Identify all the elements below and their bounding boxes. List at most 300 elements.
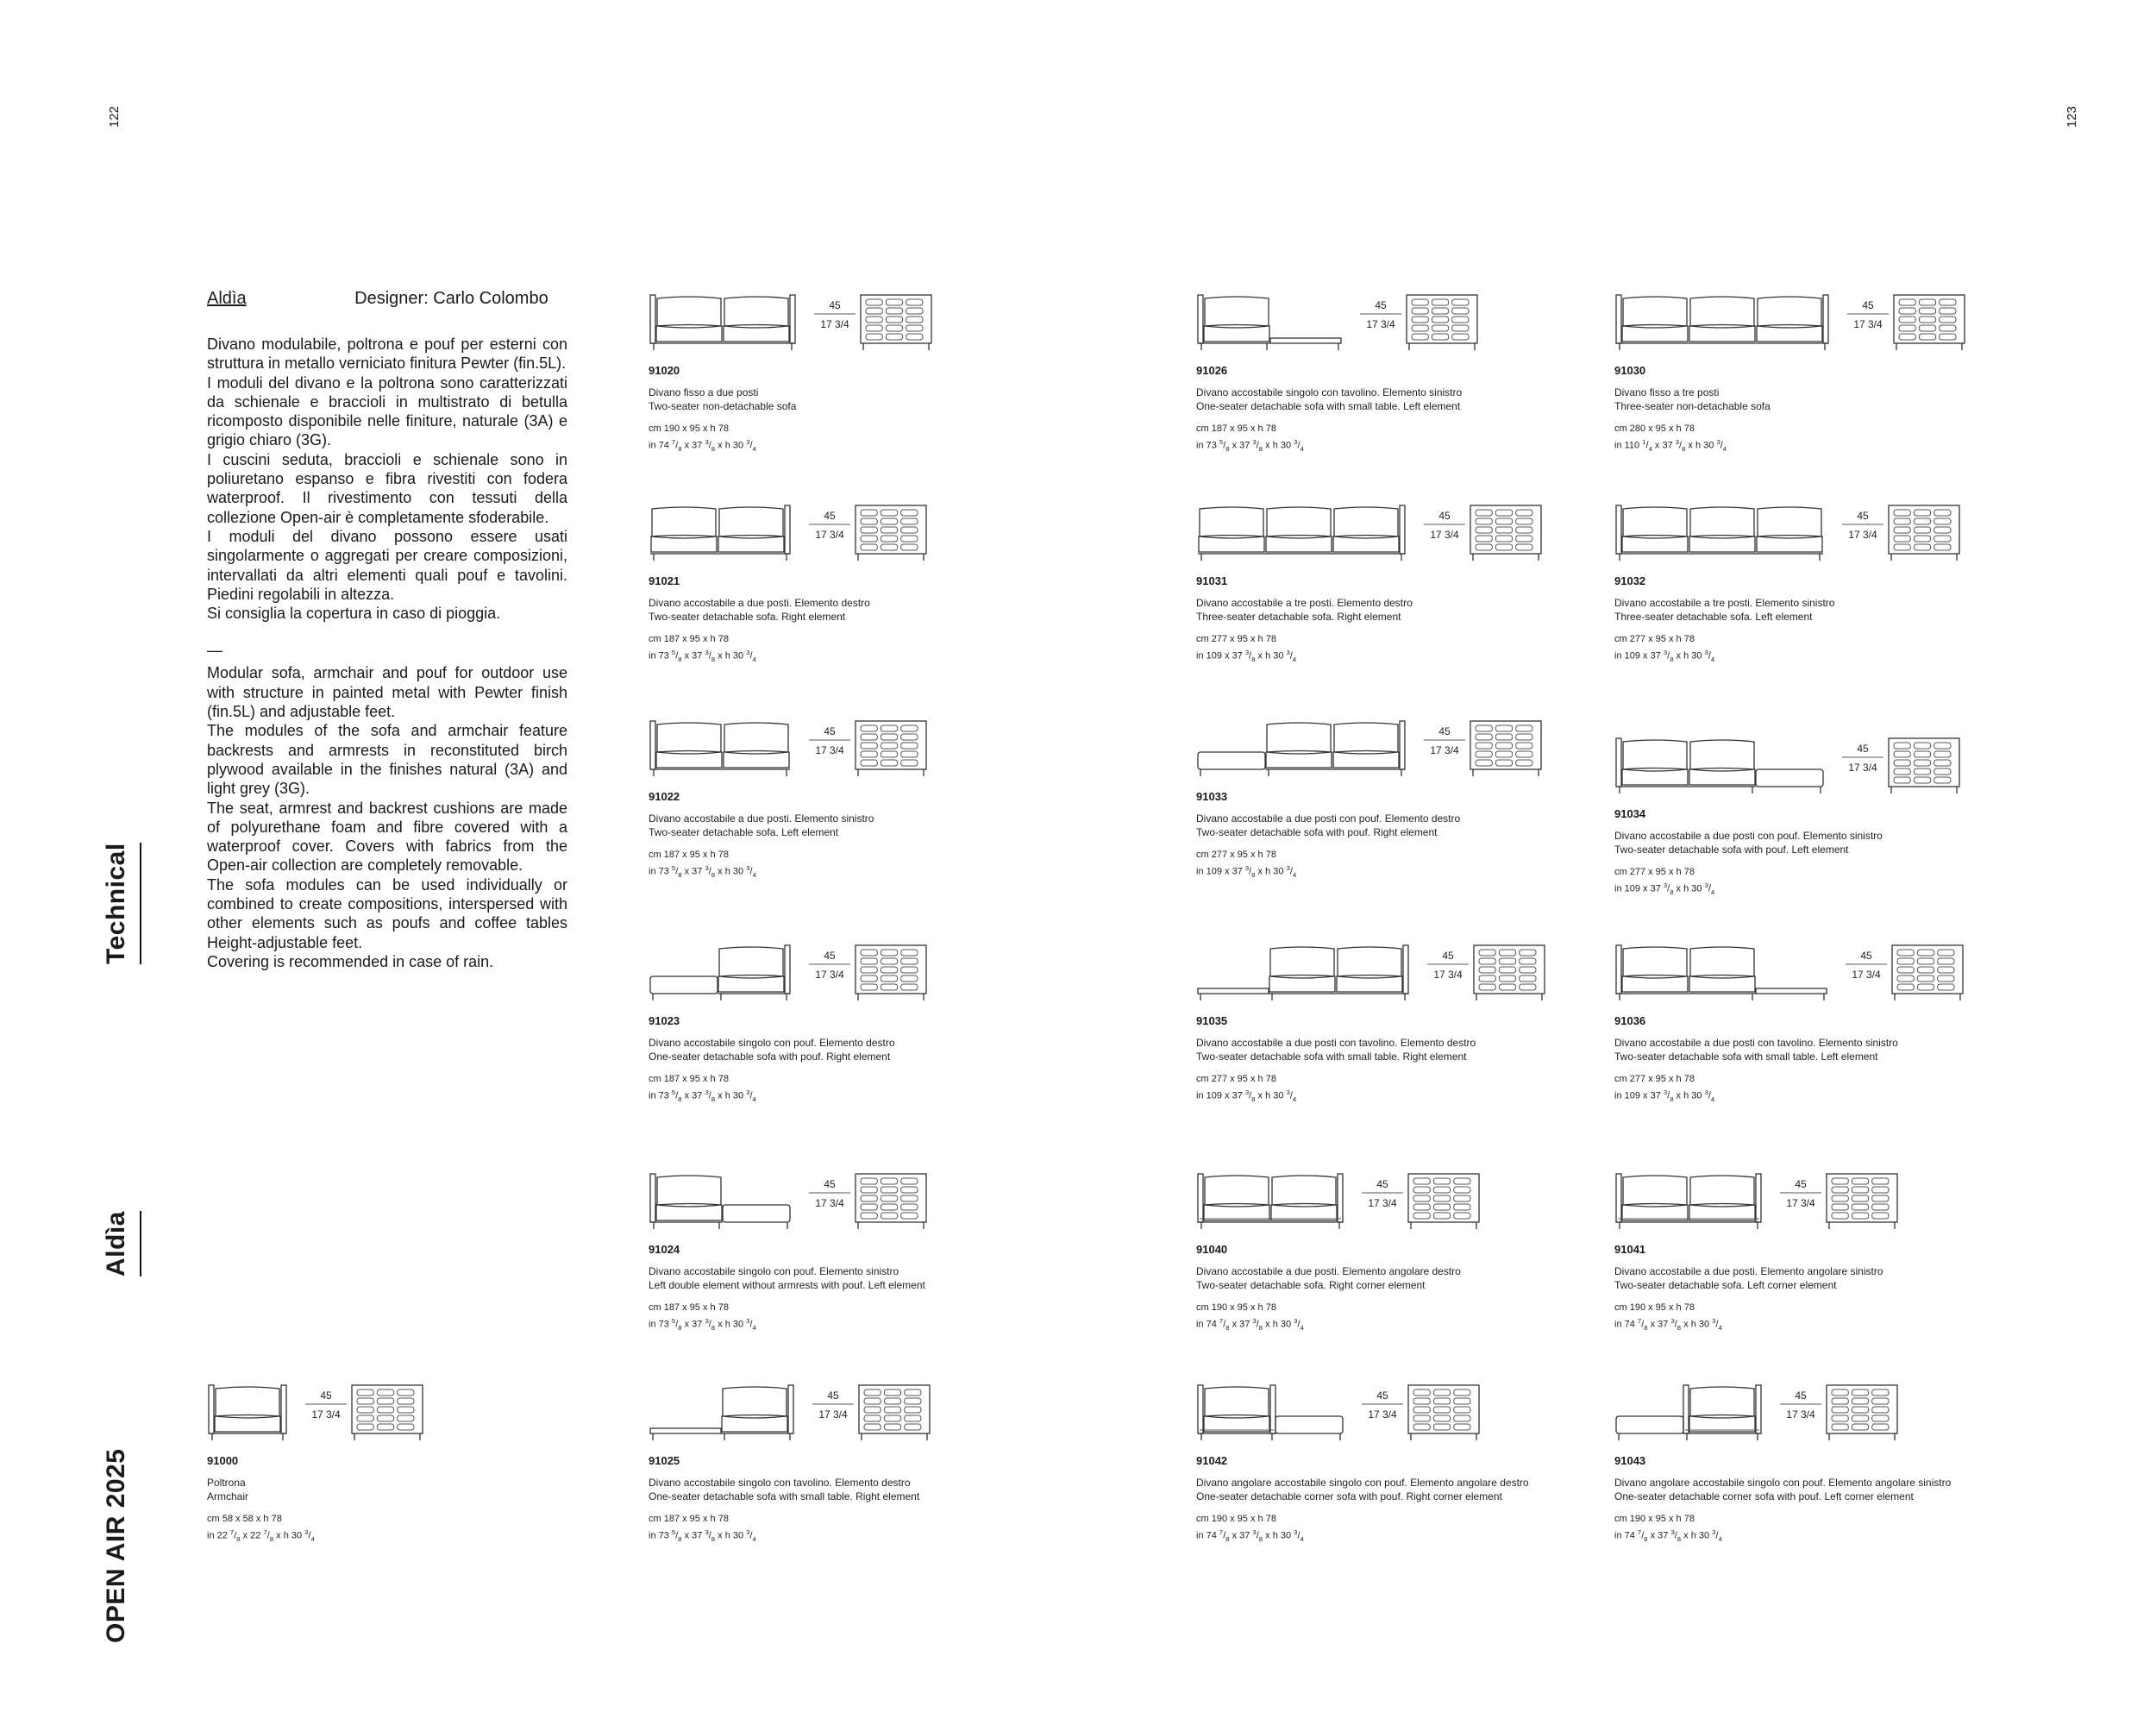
lattice-slot — [1412, 308, 1428, 314]
description-en: Armchair — [207, 1490, 249, 1502]
lattice-slot — [861, 1178, 877, 1184]
back-cushion-shape — [1205, 1387, 1269, 1418]
armrest-shape — [1338, 1174, 1343, 1222]
armrest-shape — [650, 721, 655, 769]
lattice-slot — [1413, 1398, 1430, 1404]
lattice-slot — [398, 1424, 414, 1430]
dimensions-inch: in 110 $^1/_4$ x 37 $^3/_8$ x h 30 $^3/_4$ — [1614, 438, 1727, 453]
lattice-slot — [866, 308, 882, 314]
lattice-slot — [1899, 325, 1915, 331]
lattice-slot — [1934, 751, 1951, 757]
description-en: Three-seater detachable sofa. Left element — [1614, 611, 1813, 623]
seat-height-inch: 17 3/4 — [1786, 1408, 1815, 1421]
lattice-slot — [1872, 1424, 1889, 1430]
lattice-slot — [1897, 958, 1914, 964]
lattice-slot — [881, 751, 897, 757]
lattice-slot — [905, 1398, 921, 1404]
description-it: Divano accostabile a due posti con pouf. Elemento destro — [1196, 812, 1461, 825]
dimensions-cm: cm 187 x 95 x h 78 — [649, 1514, 729, 1524]
side-view-frame — [1889, 505, 1959, 554]
lattice-slot — [1832, 1178, 1848, 1184]
back-cushion-shape — [657, 1176, 721, 1207]
language-separator: — — [207, 642, 222, 660]
lattice-slot — [861, 1213, 877, 1219]
description-it: Divano accostabile singolo con pouf. Elemento destro — [649, 1037, 895, 1049]
lattice-slot — [398, 1398, 414, 1404]
lattice-slot — [398, 1389, 414, 1396]
product-description — [1614, 829, 2011, 856]
lattice-slot — [1412, 317, 1428, 323]
seat-height-cm: 45 — [824, 725, 836, 737]
dimensions-cm: cm 187 x 95 x h 78 — [649, 634, 729, 644]
lattice-slot — [1454, 1195, 1470, 1201]
product-dimensions — [649, 422, 1045, 456]
lattice-slot — [861, 1187, 877, 1193]
lattice-slot — [1938, 967, 1954, 973]
lattice-slot — [1495, 527, 1512, 533]
lattice-slot — [1452, 317, 1469, 323]
back-cushion-shape — [1623, 740, 1687, 771]
armrest-shape — [1756, 1174, 1761, 1222]
lattice-slot — [1852, 1415, 1868, 1421]
side-view-frame — [1408, 1385, 1479, 1433]
product-dimensions — [1196, 1512, 1593, 1546]
lattice-slot — [1495, 536, 1512, 542]
product-dimensions — [1614, 865, 2011, 900]
lattice-slot — [1872, 1187, 1889, 1193]
lattice-slot — [1934, 760, 1951, 766]
dimensions-inch: in 73 $^5/_8$ x 37 $^3/_8$ x h 30 $^3/_4$ — [649, 864, 756, 879]
lattice-slot — [1499, 958, 1515, 964]
it-paragraph: Divano modulabile, poltrona e pouf per esterni con struttura in metallo verniciato finitura Pewter (fin.5L). — [207, 336, 567, 373]
description-it: Divano accostabile singolo con tavolino. Elemento sinistro — [1196, 386, 1463, 398]
lattice-slot — [1897, 984, 1914, 990]
lattice-slot — [881, 544, 897, 550]
lattice-slot — [1832, 1415, 1848, 1421]
lattice-slot — [1479, 950, 1495, 956]
lattice-slot — [881, 760, 897, 766]
product-drawing — [1614, 940, 1970, 1006]
lattice-slot — [1433, 1204, 1450, 1210]
lattice-slot — [1433, 1398, 1450, 1404]
lattice-slot — [861, 1195, 877, 1201]
product-description — [1196, 1476, 1593, 1503]
lattice-slot — [1894, 751, 1910, 757]
lattice-slot — [884, 1424, 900, 1430]
back-cushion-shape — [724, 297, 788, 328]
product-dimensions — [1196, 848, 1593, 882]
lattice-slot — [1938, 975, 1954, 982]
table-shape — [1756, 988, 1827, 994]
lattice-slot — [1917, 975, 1934, 982]
side-view-frame — [856, 721, 926, 769]
lattice-slot — [1479, 967, 1495, 973]
lattice-slot — [1432, 299, 1448, 305]
product-drawing — [1614, 1380, 1904, 1446]
lattice-slot — [1832, 1204, 1848, 1210]
table-shape — [1270, 338, 1341, 343]
armrest-shape — [1400, 505, 1405, 554]
product-description — [1614, 596, 2011, 624]
lattice-slot — [1454, 1424, 1470, 1430]
back-cushion-shape — [216, 1387, 279, 1418]
lattice-slot — [1934, 544, 1951, 550]
description-en: One-seater detachable corner sofa with pouf. Left corner element — [1614, 1490, 1914, 1502]
pouf-shape — [723, 1205, 790, 1222]
lattice-slot — [901, 1178, 918, 1184]
product-code: 91023 — [649, 1014, 680, 1027]
lattice-slot — [861, 751, 877, 757]
armrest-shape — [1616, 295, 1621, 343]
lattice-slot — [1914, 751, 1930, 757]
lattice-slot — [881, 536, 897, 542]
lattice-slot — [881, 975, 897, 982]
lattice-slot — [1852, 1213, 1868, 1219]
lattice-slot — [1899, 308, 1915, 314]
seat-height-inch: 17 3/4 — [1848, 762, 1877, 774]
armrest-shape — [1823, 295, 1828, 343]
lattice-slot — [1940, 308, 1956, 314]
dimensions-inch: in 74 $^7/_8$ x 37 $^3/_8$ x h 30 $^3/_4$ — [1614, 1317, 1722, 1332]
lattice-slot — [905, 1424, 921, 1430]
lattice-slot — [1499, 967, 1515, 973]
back-cushion-shape — [1200, 507, 1263, 538]
lattice-slot — [1934, 768, 1951, 775]
product-drawing — [649, 716, 933, 781]
lattice-slot — [1897, 975, 1914, 982]
side-view-frame — [1474, 945, 1545, 994]
product-code: 91040 — [1196, 1243, 1228, 1256]
lattice-slot — [901, 760, 918, 766]
lattice-slot — [886, 325, 902, 331]
lattice-slot — [1894, 536, 1910, 542]
product-drawing — [1614, 290, 1971, 355]
section-label: Technical — [102, 843, 141, 964]
side-view-frame — [1407, 295, 1477, 343]
lattice-slot — [1852, 1398, 1868, 1404]
lattice-slot — [1872, 1204, 1889, 1210]
seat-height-inch: 17 3/4 — [818, 1408, 848, 1421]
lattice-slot — [1520, 975, 1536, 982]
product-description — [1196, 812, 1593, 839]
seat-height-cm: 45 — [1857, 510, 1869, 522]
dimensions-inch: in 109 x 37 $^3/_8$ x h 30 $^3/_4$ — [1614, 649, 1715, 663]
seat-height-cm: 45 — [827, 1389, 839, 1402]
lattice-slot — [906, 299, 923, 305]
lattice-slot — [881, 518, 897, 524]
lattice-slot — [905, 1415, 921, 1421]
lattice-slot — [1832, 1407, 1848, 1413]
pouf-shape — [1275, 1416, 1343, 1433]
lattice-slot — [1914, 760, 1930, 766]
seat-height-inch: 17 3/4 — [1786, 1197, 1815, 1209]
seat-height-inch: 17 3/4 — [1430, 744, 1459, 756]
it-paragraph: Si consiglia la copertura in caso di pioggia. — [207, 605, 501, 623]
lattice-slot — [1914, 510, 1930, 516]
description-it: Divano accostabile singolo con tavolino. Elemento destro — [649, 1477, 911, 1489]
seat-height-cm: 45 — [829, 299, 841, 311]
lattice-slot — [906, 334, 923, 340]
lattice-slot — [1894, 544, 1910, 550]
it-paragraph: I cuscini seduta, braccioli e schienale sono in poliuretano espanso e fibra rivestiti con fodera waterproof. Il rivestimento con tessuti della collezione Open-air è completamente sfoderabile. — [207, 450, 567, 526]
back-cushion-shape — [723, 1387, 787, 1418]
side-view-frame — [859, 1385, 930, 1433]
it-paragraph: I moduli del divano possono essere usati singolarmente o aggregati per creare composizioni, intervallati da altri elementi quali pouf e tavolini. Piedini regolabili in altezza. — [207, 527, 567, 603]
lattice-slot — [1852, 1424, 1868, 1430]
lattice-slot — [1476, 527, 1492, 533]
product-description — [649, 386, 1045, 413]
seat-height-cm: 45 — [824, 1178, 836, 1190]
lattice-slot — [357, 1389, 373, 1396]
product-drawing — [649, 500, 933, 566]
lattice-slot — [1919, 317, 1935, 323]
description-en: One-seater detachable sofa with small table. Left element — [1196, 400, 1461, 412]
lattice-slot — [1520, 950, 1536, 956]
en-paragraph: The sofa modules can be used individually or combined to create compositions, interspersed with other elements such as poufs and coffee tables Height-adjustable feet. — [207, 875, 567, 951]
lattice-slot — [1872, 1407, 1889, 1413]
product-drawing — [1196, 716, 1548, 781]
description-it: Divano accostabile a due posti. Elemento sinistro — [649, 812, 874, 825]
seat-height-inch: 17 3/4 — [1366, 318, 1395, 330]
lattice-slot — [1433, 1187, 1450, 1193]
lattice-slot — [1495, 510, 1512, 516]
lattice-slot — [377, 1398, 393, 1404]
lattice-slot — [1433, 1195, 1450, 1201]
lattice-slot — [1919, 299, 1935, 305]
product-code: 91033 — [1196, 790, 1228, 803]
lattice-slot — [1520, 984, 1536, 990]
lattice-slot — [1516, 518, 1532, 524]
lattice-slot — [1412, 299, 1428, 305]
lattice-slot — [1934, 743, 1951, 749]
lattice-slot — [901, 510, 918, 516]
lattice-slot — [1914, 536, 1930, 542]
lattice-slot — [886, 317, 902, 323]
description-it: Divano accostabile a due posti con pouf. Elemento sinistro — [1614, 830, 1883, 842]
pouf-shape — [1198, 752, 1265, 769]
product-entry — [649, 940, 1045, 1107]
lattice-slot — [1852, 1178, 1868, 1184]
dimensions-cm: cm 190 x 95 x h 78 — [1614, 1302, 1695, 1313]
product-entry — [1196, 716, 1593, 882]
lattice-slot — [357, 1407, 373, 1413]
lattice-slot — [1894, 518, 1910, 524]
dimensions-cm: cm 187 x 95 x h 78 — [649, 850, 729, 860]
back-cushion-shape — [1267, 507, 1331, 538]
lattice-slot — [1476, 544, 1492, 550]
dimensions-inch: in 74 $^7/_8$ x 37 $^3/_8$ x h 30 $^3/_4$ — [1614, 1528, 1722, 1543]
lattice-slot — [1852, 1407, 1868, 1413]
seat-height-inch: 17 3/4 — [1853, 318, 1883, 330]
lattice-slot — [861, 967, 877, 973]
back-cushion-shape — [1690, 507, 1754, 538]
lattice-slot — [1852, 1389, 1868, 1396]
product-code: 91021 — [649, 574, 680, 587]
lattice-slot — [1413, 1195, 1430, 1201]
dimensions-cm: cm 190 x 95 x h 78 — [1614, 1514, 1695, 1524]
table-shape — [650, 1428, 721, 1433]
description-en: Three-seater non-detachable sofa — [1614, 400, 1771, 412]
dimensions-cm: cm 187 x 95 x h 78 — [1196, 423, 1276, 434]
lattice-slot — [1433, 1424, 1450, 1430]
back-cushion-shape — [1205, 297, 1269, 328]
lattice-slot — [884, 1415, 900, 1421]
lattice-slot — [884, 1389, 900, 1396]
lattice-slot — [1452, 325, 1469, 331]
lattice-slot — [1476, 518, 1492, 524]
product-code: 91030 — [1614, 364, 1646, 377]
product-code: 91041 — [1614, 1243, 1646, 1256]
product-drawing — [649, 1380, 937, 1446]
seat-height-cm: 45 — [1438, 725, 1451, 737]
pouf-shape — [650, 976, 718, 994]
lattice-slot — [881, 958, 897, 964]
back-cushion-shape — [1338, 947, 1401, 978]
lattice-slot — [1413, 1187, 1430, 1193]
description-it: Divano accostabile a due posti. Elemento angolare destro — [1196, 1265, 1461, 1277]
side-view-frame — [1894, 295, 1965, 343]
lattice-slot — [1938, 958, 1954, 964]
lattice-slot — [1413, 1389, 1430, 1396]
lattice-slot — [1938, 950, 1954, 956]
lattice-slot — [861, 725, 877, 731]
side-view-frame — [856, 505, 926, 554]
lattice-slot — [906, 308, 923, 314]
lattice-slot — [1899, 334, 1915, 340]
lattice-slot — [901, 734, 918, 740]
product-drawing — [1196, 940, 1551, 1006]
product-description — [207, 1476, 604, 1503]
seat-height-inch: 17 3/4 — [1848, 529, 1877, 541]
dimensions-inch: in 109 x 37 $^3/_8$ x h 30 $^3/_4$ — [1614, 881, 1715, 896]
dimensions-inch: in 73 $^5/_8$ x 37 $^3/_8$ x h 30 $^3/_4$ — [649, 1528, 756, 1543]
lattice-slot — [1917, 984, 1934, 990]
seat-height-inch: 17 3/4 — [1368, 1408, 1397, 1421]
description-it: Divano accostabile a tre posti. Elemento sinistro — [1614, 597, 1835, 609]
lattice-slot — [901, 984, 918, 990]
dimensions-cm: cm 277 x 95 x h 78 — [1614, 634, 1695, 644]
lattice-slot — [1917, 958, 1934, 964]
lattice-slot — [866, 325, 882, 331]
lattice-slot — [1872, 1213, 1889, 1219]
lattice-slot — [377, 1407, 393, 1413]
back-cushion-shape — [652, 507, 716, 538]
description-en: Left double element without armrests with pouf. Left element — [649, 1279, 925, 1291]
lattice-slot — [1452, 299, 1469, 305]
product-dimensions — [207, 1512, 604, 1546]
product-description — [1614, 1264, 2011, 1292]
lattice-slot — [1872, 1398, 1889, 1404]
back-cushion-shape — [1690, 947, 1754, 978]
description-en: Two-seater detachable sofa with pouf. Left element — [1614, 844, 1849, 856]
lattice-slot — [1516, 743, 1532, 749]
lattice-slot — [1454, 1415, 1470, 1421]
lattice-slot — [1516, 751, 1532, 757]
armrest-shape — [1198, 295, 1203, 343]
seat-height-inch: 17 3/4 — [815, 744, 844, 756]
lattice-slot — [1940, 317, 1956, 323]
description-en: Two-seater non-detachable sofa — [649, 400, 797, 412]
lattice-slot — [1454, 1178, 1470, 1184]
lattice-slot — [881, 1178, 897, 1184]
back-cushion-shape — [1623, 947, 1687, 978]
dimensions-inch: in 73 $^5/_8$ x 37 $^3/_8$ x h 30 $^3/_4$ — [649, 649, 756, 663]
lattice-slot — [1476, 536, 1492, 542]
lattice-slot — [1852, 1195, 1868, 1201]
lattice-slot — [1832, 1389, 1848, 1396]
lattice-slot — [1516, 536, 1532, 542]
lattice-slot — [1894, 510, 1910, 516]
lattice-slot — [1914, 777, 1930, 783]
lattice-slot — [1917, 950, 1934, 956]
armrest-shape — [785, 505, 790, 554]
description-en: Two-seater detachable sofa with pouf. Right element — [1196, 826, 1438, 838]
back-cushion-shape — [1690, 740, 1754, 771]
lattice-slot — [861, 975, 877, 982]
lattice-slot — [1433, 1389, 1450, 1396]
dimensions-cm: cm 277 x 95 x h 78 — [1196, 634, 1276, 644]
lattice-slot — [1499, 975, 1515, 982]
description-en: Two-seater detachable sofa. Left corner element — [1614, 1279, 1837, 1291]
product-entry — [649, 500, 1045, 667]
lattice-slot — [1520, 967, 1536, 973]
lattice-slot — [901, 536, 918, 542]
lattice-slot — [1894, 777, 1910, 783]
lattice-slot — [1832, 1195, 1848, 1201]
lattice-slot — [1852, 1204, 1868, 1210]
product-entry — [1196, 1169, 1593, 1335]
lattice-slot — [901, 967, 918, 973]
lattice-slot — [901, 1204, 918, 1210]
lattice-slot — [1894, 760, 1910, 766]
lattice-slot — [357, 1398, 373, 1404]
lattice-slot — [1894, 527, 1910, 533]
lattice-slot — [1495, 760, 1512, 766]
lattice-slot — [1899, 299, 1915, 305]
lattice-slot — [861, 527, 877, 533]
lattice-slot — [1914, 518, 1930, 524]
seat-height-cm: 45 — [320, 1389, 332, 1402]
lattice-slot — [906, 325, 923, 331]
product-entry — [1196, 940, 1593, 1107]
lattice-slot — [1832, 1213, 1848, 1219]
lattice-slot — [1432, 317, 1448, 323]
product-code: 91031 — [1196, 574, 1228, 587]
lattice-slot — [1413, 1424, 1430, 1430]
lattice-slot — [864, 1424, 881, 1430]
side-view-frame — [1470, 505, 1541, 554]
lattice-slot — [1454, 1213, 1470, 1219]
lattice-slot — [1454, 1187, 1470, 1193]
lattice-slot — [1413, 1213, 1430, 1219]
lattice-slot — [1914, 768, 1930, 775]
product-entry — [207, 1380, 604, 1546]
lattice-slot — [866, 299, 882, 305]
dimensions-cm: cm 190 x 95 x h 78 — [649, 423, 729, 434]
product-description — [649, 812, 1045, 839]
description-en: Two-seater detachable sofa with small table. Right element — [1196, 1051, 1467, 1063]
lattice-slot — [901, 1213, 918, 1219]
dimensions-cm: cm 277 x 95 x h 78 — [1196, 850, 1276, 860]
lattice-slot — [1832, 1398, 1848, 1404]
lattice-slot — [881, 1213, 897, 1219]
lattice-slot — [1479, 958, 1495, 964]
lattice-slot — [1894, 768, 1910, 775]
lattice-slot — [861, 544, 877, 550]
product-dimensions — [1614, 632, 2011, 667]
dimensions-cm: cm 190 x 95 x h 78 — [1196, 1302, 1276, 1313]
dimensions-inch: in 74 $^7/_8$ x 37 $^3/_8$ x h 30 $^3/_4$ — [1196, 1528, 1304, 1543]
